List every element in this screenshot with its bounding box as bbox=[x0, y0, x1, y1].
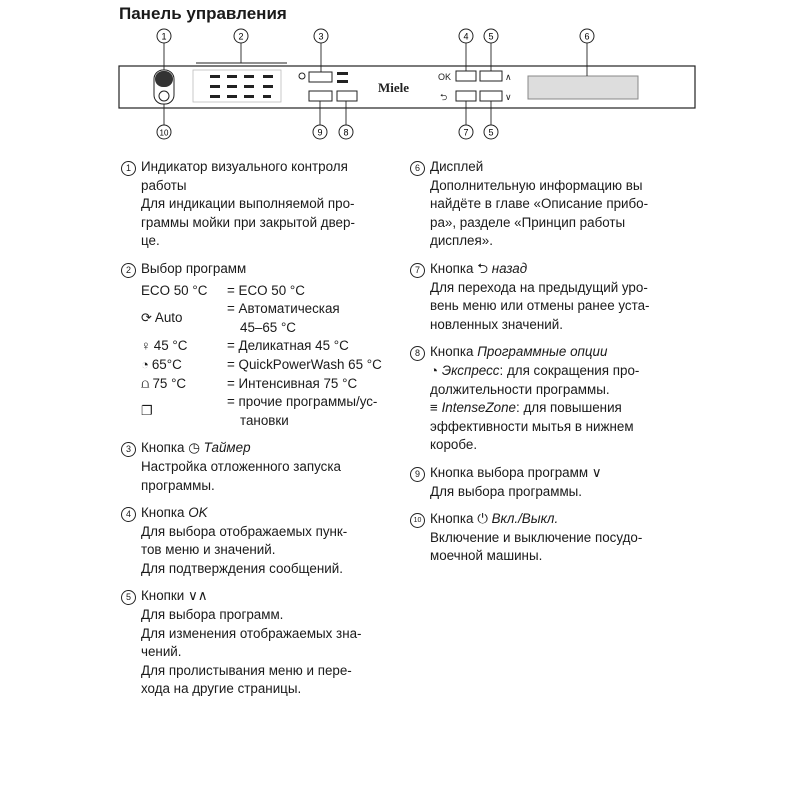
svg-text:8: 8 bbox=[343, 127, 349, 138]
control-panel-diagram bbox=[0, 0, 800, 150]
program-down-button bbox=[309, 91, 332, 101]
back-button bbox=[456, 91, 476, 101]
glass-icon: ♀ bbox=[141, 338, 151, 354]
svg-text:∨: ∨ bbox=[505, 92, 512, 102]
svg-text:9: 9 bbox=[317, 127, 323, 138]
svg-text:10: 10 bbox=[159, 128, 169, 138]
legend-item-1: 1 Индикатор визуального контроля работы Для индикации выполняемой про- граммы мойки при закрытой двер- це. bbox=[119, 158, 397, 251]
legend-item-8: 8 Кнопка Программные опции ◔ Экспресс: для сокращения про- должительности программы. ≡ IntenseZone: для повышения эффективности мытья в нижнем коробе. bbox=[408, 343, 708, 455]
quickpower-icon: ◔ bbox=[141, 356, 149, 372]
legend-item-9: 9 Кнопка выбора программ ∨ Для выбора программы. bbox=[408, 464, 708, 501]
legend-item-4: 4 Кнопка OK Для выбора отображаемых пунк- тов меню и значений. Для подтверждения сообщений. bbox=[119, 504, 397, 578]
svg-text:6: 6 bbox=[584, 31, 590, 42]
legend-left-column bbox=[119, 158, 397, 708]
svg-text:OK: OK bbox=[438, 72, 452, 82]
legend-item-10: 10 Кнопка ⏻ Вкл./Выкл. Включение и выключение посудо- моечной машины. bbox=[408, 510, 708, 566]
program-table: ECO 50 °C = ECO 50 °C ⟳ Auto = Автоматическая 45–65 °C ♀ 45 °C = Деликатная 45 °C ◔ 65°C = QuickPowerWash 65 °C ⩍ 75 °C = Интенсивная 75 °C ❐ = прочие программы/ус- тановки bbox=[141, 282, 382, 428]
svg-text:3: 3 bbox=[318, 31, 324, 42]
legend-item-3: 3 Кнопка ◷ Таймер Настройка отложенного запуска программы. bbox=[119, 439, 397, 495]
power-icon: ⏻ bbox=[477, 511, 488, 527]
express-icon: ◔ bbox=[430, 362, 439, 378]
svg-text:4: 4 bbox=[463, 31, 469, 42]
up-button bbox=[480, 71, 502, 81]
legend-right-column bbox=[408, 158, 708, 575]
svg-text:5: 5 bbox=[488, 127, 494, 138]
timer-icon: ◷ bbox=[188, 440, 200, 456]
down-button bbox=[480, 91, 502, 101]
ok-button bbox=[456, 71, 476, 81]
more-programs-icon: ❐ bbox=[141, 403, 153, 419]
program-options-button bbox=[337, 91, 357, 101]
legend-item-6: 6 Дисплей Дополнительную информацию вы найдёте в главе «Описание прибо- ра», разделе «Принцип работы дисплея». bbox=[408, 158, 708, 251]
svg-text:2: 2 bbox=[238, 31, 244, 42]
svg-text:⮌: ⮌ bbox=[440, 92, 448, 102]
svg-text:7: 7 bbox=[463, 127, 469, 138]
legend-item-5: 5 Кнопки ∨∧ Для выбора программ. Для изменения отображаемых зна- чений. Для пролистывания меню и пере- хода на другие страницы. bbox=[119, 587, 397, 699]
back-icon: ⮌ bbox=[477, 260, 488, 276]
intensive-icon: ⩍ bbox=[141, 375, 150, 391]
intensezone-icon: ≡ bbox=[430, 400, 438, 416]
page-title: Панель управления bbox=[119, 4, 287, 23]
auto-icon: ⟳ bbox=[141, 310, 152, 326]
brand-logo: Miele bbox=[378, 80, 410, 95]
display bbox=[528, 76, 638, 99]
svg-text:∧: ∧ bbox=[505, 72, 512, 82]
svg-text:5: 5 bbox=[488, 31, 494, 42]
timer-button bbox=[309, 72, 332, 82]
indicator-light bbox=[155, 71, 173, 87]
svg-text:1: 1 bbox=[161, 31, 167, 42]
legend-item-2: 2 Выбор программ ECO 50 °C = ECO 50 °C ⟳ Auto = Автоматическая 45–65 °C ♀ 45 °C = Деликатная 45 °C ◔ 65°C = QuickPowerWash 65 °C ⩍ 75 °C = Интенсивная 75 °C ❐ = прочие программы/ус- тановки bbox=[119, 260, 397, 430]
legend-item-7: 7 Кнопка ⮌ назад Для перехода на предыдущий уро- вень меню или отмены ранее уста- новленных значений. bbox=[408, 260, 708, 334]
